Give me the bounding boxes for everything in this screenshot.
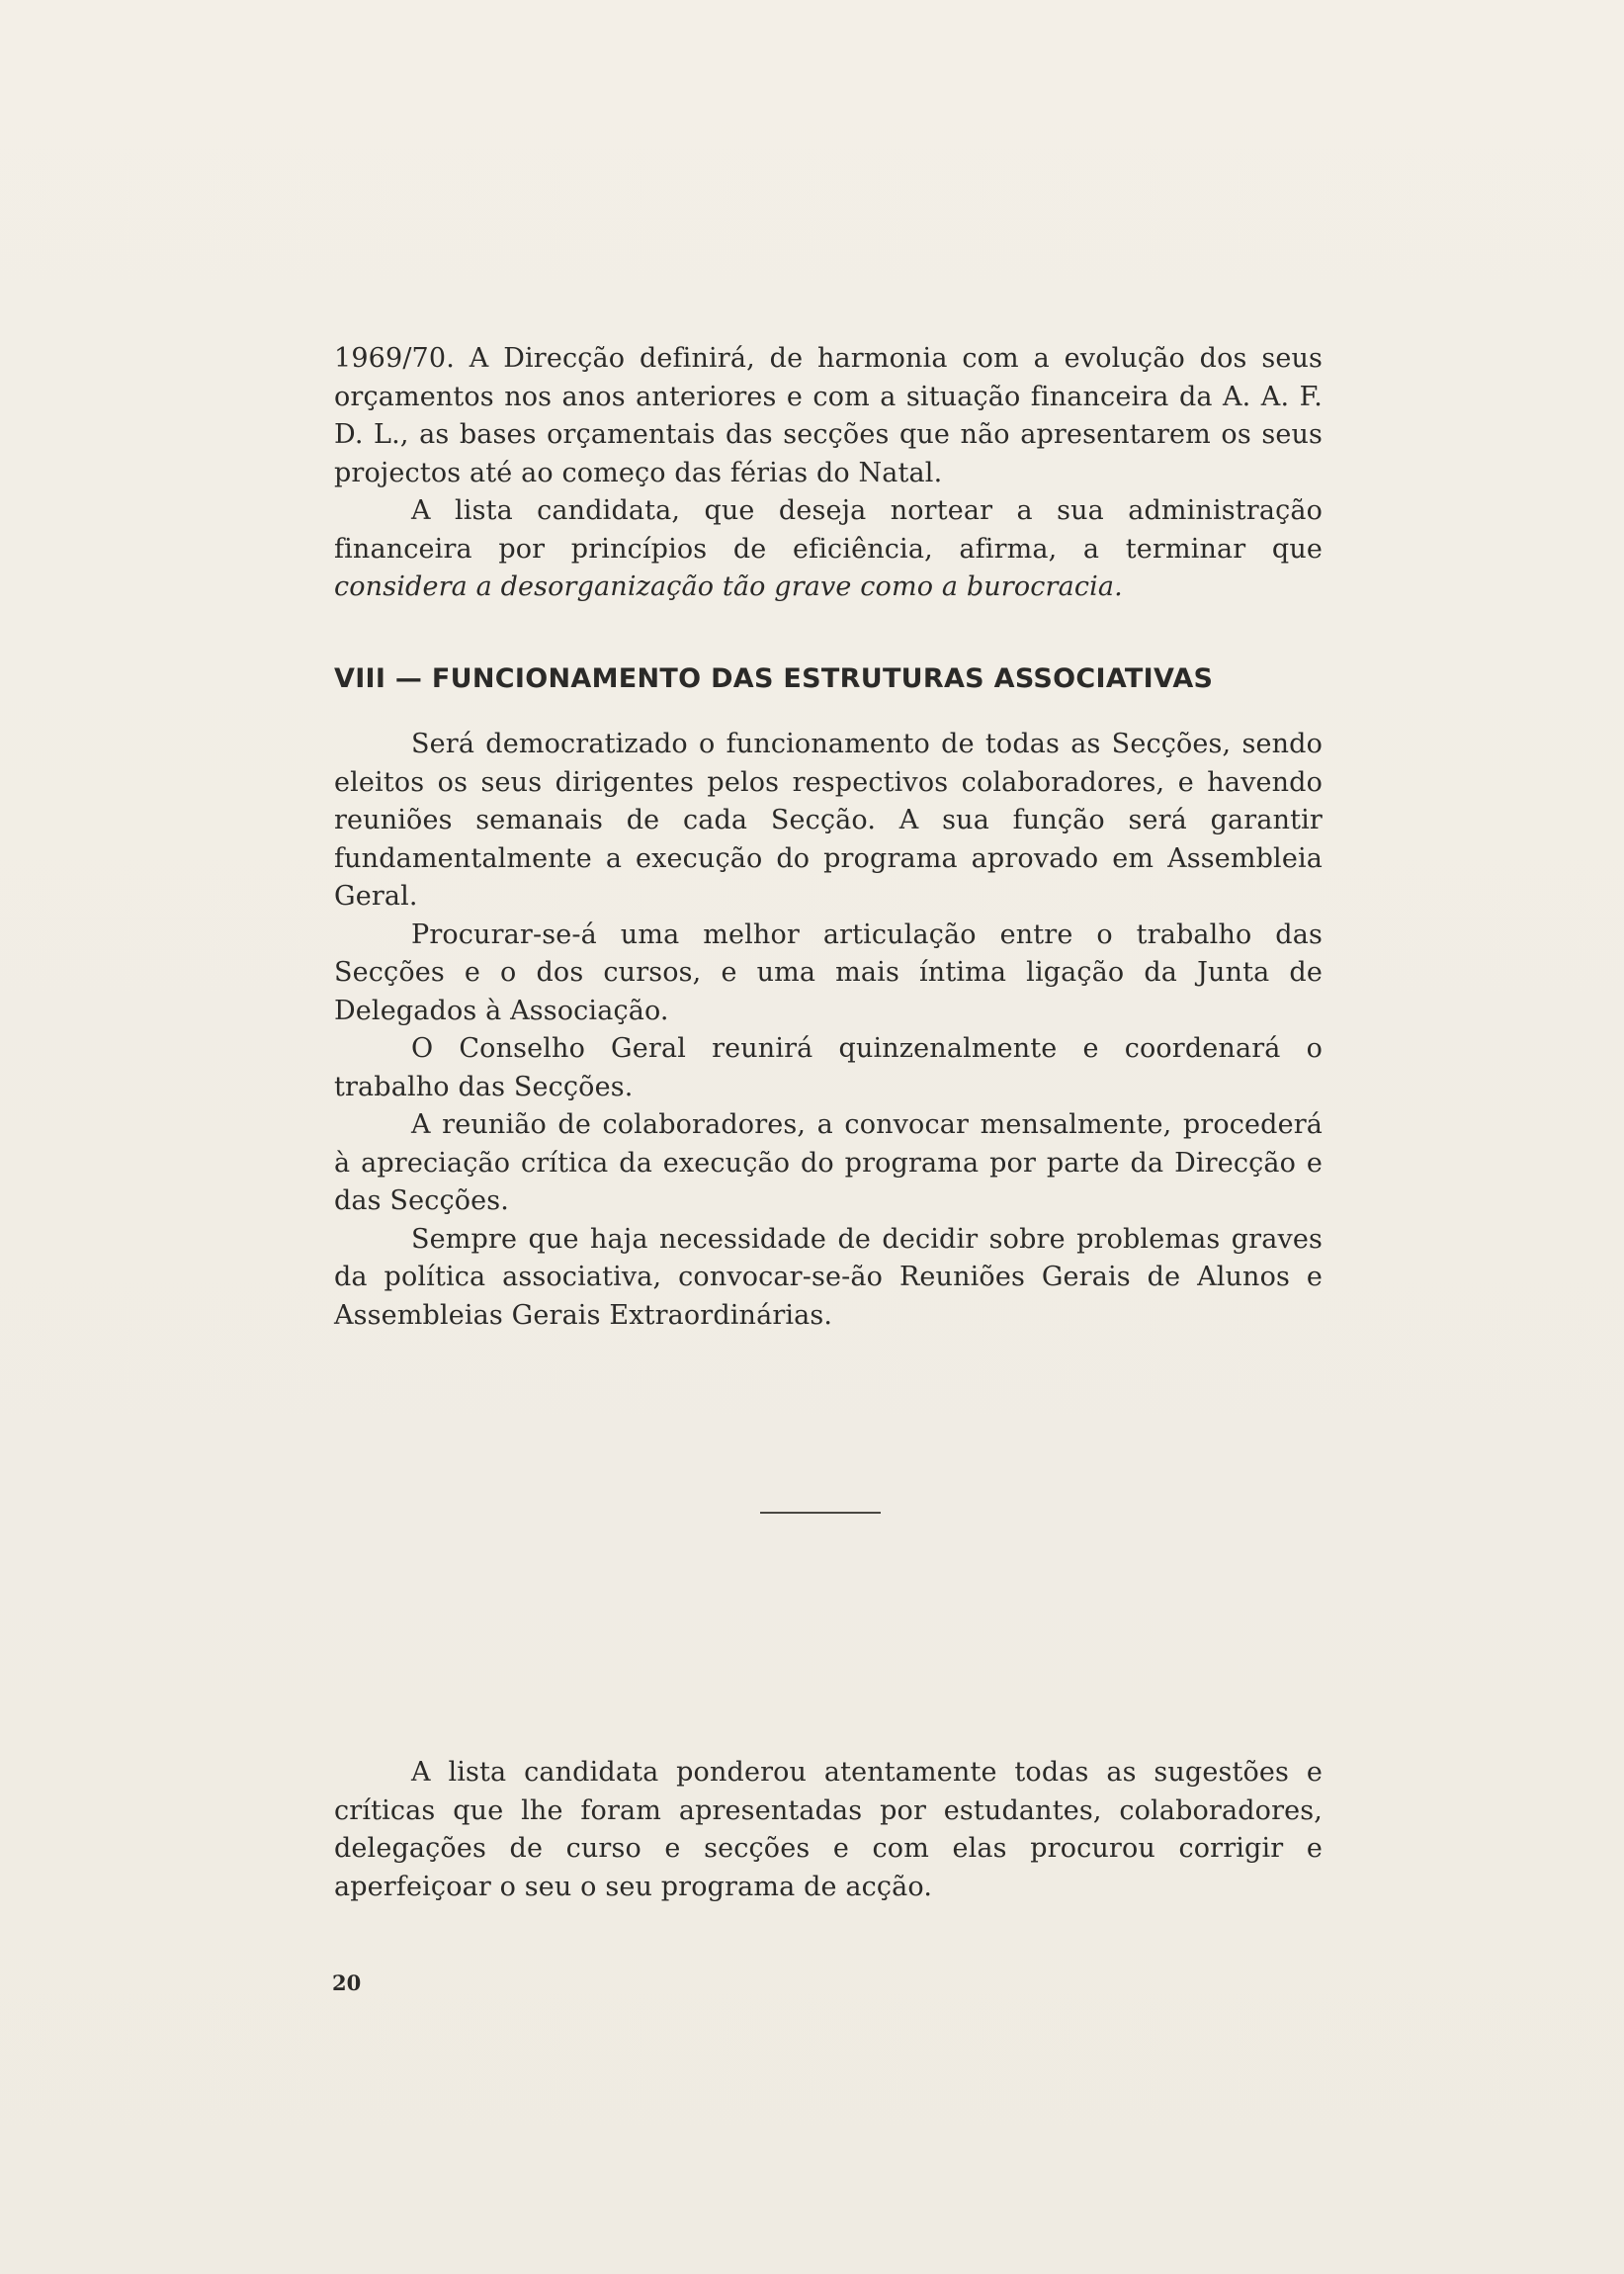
section-heading: VIII — FUNCIONAMENTO DAS ESTRUTURAS ASSOCIATIVAS [334,662,1214,694]
paragraph-2: Procurar-se-á uma melhor articulação entre o trabalho das Secções e o dos cursos, e uma mais íntima ligação da Junta de Delegados à Associação. [334,918,1323,1026]
closing-text-block [334,1754,1323,1906]
main-text-block [334,340,1323,1335]
paragraph-1: Será democratizado o funcionamento de todas as Secções, sendo eleitos os seus dirigentes pelos respectivos colaboradores, e havendo reuniões semanais de cada Secção. A sua função será garantir fundamentalmente a execução do programa aprovado em Assembleia Geral. [334,729,1323,912]
closing-paragraph: A lista candidata ponderou atentamente todas as sugestões e críticas que lhe foram apresentadas por estudantes, colaboradores, delegações de curso e secções e com elas procurou corrigir e aperfeiçoar o seu o seu programa de acção. [334,1757,1323,1902]
intro-paragraph-2-italic: considera a desorganização tão grave como a burocracia. [334,571,1123,602]
page-number: 20 [332,1970,362,1995]
paragraph-3: O Conselho Geral reunirá quinzenalmente e coordenará o trabalho das Secções. [334,1033,1323,1102]
section-divider [760,1512,881,1514]
paragraph-4: A reunião de colaboradores, a convocar mensalmente, procederá à apreciação crítica da execução do programa por parte da Direcção e das Secções. [334,1109,1323,1216]
paragraph-5: Sempre que haja necessidade de decidir sobre problemas graves da política associativa, convocar-se-ão Reuniões Gerais de Alunos e Assembleias Gerais Extraordinárias. [334,1223,1323,1331]
intro-paragraph-2-lead: A lista candidata, que deseja nortear a sua administração financeira por princípios de eficiência, afirma, a terminar que [334,495,1323,565]
intro-paragraph-2 [334,492,1323,607]
intro-paragraph-1: 1969/70. A Direcção definirá, de harmonia com a evolução dos seus orçamentos nos anos anteriores e com a situação financeira da A. A. F. D. L., as bases orçamentais das secções que não apresentarem os seus projectos até ao começo das férias do Natal. [334,343,1323,488]
